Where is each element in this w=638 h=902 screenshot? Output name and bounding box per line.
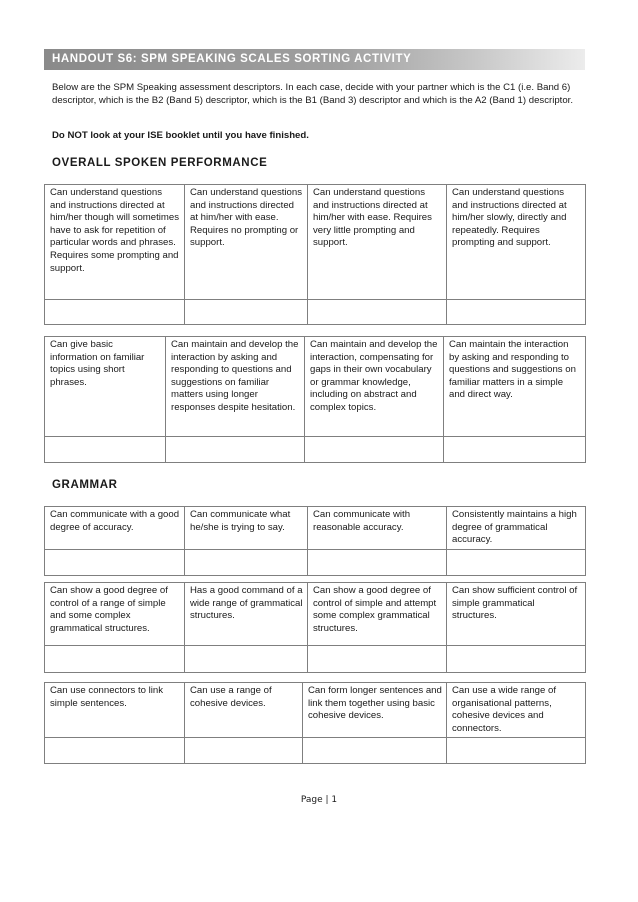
descriptor-cell: Can use a range of cohesive devices. (185, 683, 303, 738)
page-number: Page | 1 (300, 795, 338, 805)
answer-cell[interactable] (447, 549, 586, 575)
descriptor-cell: Can give basic information on familiar topics using short phrases. (45, 337, 166, 437)
descriptor-cell: Can understand questions and instructions directed at him/her slowly, directly and repeatedly. Requires prompting and support. (447, 185, 586, 300)
descriptor-cell: Has a good command of a wide range of grammatical structures. (185, 583, 308, 646)
descriptor-cell: Can communicate with reasonable accuracy. (308, 507, 447, 550)
answer-cell[interactable] (185, 300, 308, 325)
descriptor-table-overall-2 (44, 336, 586, 463)
answer-cell[interactable] (45, 300, 185, 325)
answer-cell[interactable] (444, 437, 586, 463)
answer-cell[interactable] (185, 738, 303, 764)
descriptor-cell: Can communicate what he/she is trying to say. (185, 507, 308, 550)
descriptor-cell: Can understand questions and instructions directed at him/her with ease. Requires no prompting or support. (185, 185, 308, 300)
descriptor-cell: Can show sufficient control of simple grammatical structures. (447, 583, 586, 646)
descriptor-cell: Can show a good degree of control of a range of simple and some complex grammatical structures. (45, 583, 185, 646)
intro-paragraph: Below are the SPM Speaking assessment descriptors. In each case, decide with your partner which is the C1 (i.e. Band 6) descriptor, which is the B2 (Band 5) descriptor, which is the B1 (Band 3) descriptor and which is the A2 (Band 1) descriptor. (52, 82, 573, 106)
answer-cell[interactable] (185, 549, 308, 575)
answer-cell[interactable] (447, 300, 586, 325)
descriptor-cell: Can understand questions and instructions directed at him/her though will sometimes have to ask for repetition of particular words and phrases. Requires some prompting and support. (45, 185, 185, 300)
descriptor-cell: Can maintain and develop the interaction, compensating for gaps in their own vocabulary or grammar knowledge, including on abstract and complex topics. (305, 337, 444, 437)
descriptor-cell: Can use connectors to link simple sentences. (45, 683, 185, 738)
answer-cell[interactable] (308, 300, 447, 325)
descriptor-cell: Can form longer sentences and link them together using basic cohesive devices. (303, 683, 447, 738)
answer-cell[interactable] (447, 646, 586, 673)
answer-cell[interactable] (185, 646, 308, 673)
instruction-note: Do NOT look at your ISE booklet until you have finished. (52, 130, 309, 141)
answer-cell[interactable] (45, 437, 166, 463)
answer-cell[interactable] (303, 738, 447, 764)
answer-cell[interactable] (166, 437, 305, 463)
answer-cell[interactable] (447, 738, 586, 764)
section-heading-overall: OVERALL SPOKEN PERFORMANCE (52, 157, 268, 169)
answer-cell[interactable] (45, 549, 185, 575)
descriptor-cell: Can use a wide range of organisational patterns, cohesive devices and connectors. (447, 683, 586, 738)
descriptor-cell: Can show a good degree of control of simple and attempt some complex grammatical structures. (308, 583, 447, 646)
answer-cell[interactable] (305, 437, 444, 463)
descriptor-cell: Can maintain and develop the interaction by asking and responding to questions and suggestions on familiar matters using longer responses despite hesitation. (166, 337, 305, 437)
descriptor-table-overall-1 (44, 184, 586, 325)
descriptor-cell: Consistently maintains a high degree of grammatical accuracy. (447, 507, 586, 550)
section-heading-grammar: GRAMMAR (52, 479, 118, 491)
descriptor-cell: Can communicate with a good degree of accuracy. (45, 507, 185, 550)
answer-cell[interactable] (308, 646, 447, 673)
descriptor-table-grammar-3 (44, 682, 586, 764)
descriptor-table-grammar-2 (44, 582, 586, 673)
descriptor-table-grammar-1 (44, 506, 586, 576)
handout-title-banner: HANDOUT S6: SPM SPEAKING SCALES SORTING ACTIVITY (44, 49, 585, 70)
answer-cell[interactable] (45, 738, 185, 764)
answer-cell[interactable] (45, 646, 185, 673)
descriptor-cell: Can maintain the interaction by asking and responding to questions and suggestions on familiar matters in a simple and direct way. (444, 337, 586, 437)
answer-cell[interactable] (308, 549, 447, 575)
descriptor-cell: Can understand questions and instructions directed at him/her with ease. Requires very little prompting and support. (308, 185, 447, 300)
